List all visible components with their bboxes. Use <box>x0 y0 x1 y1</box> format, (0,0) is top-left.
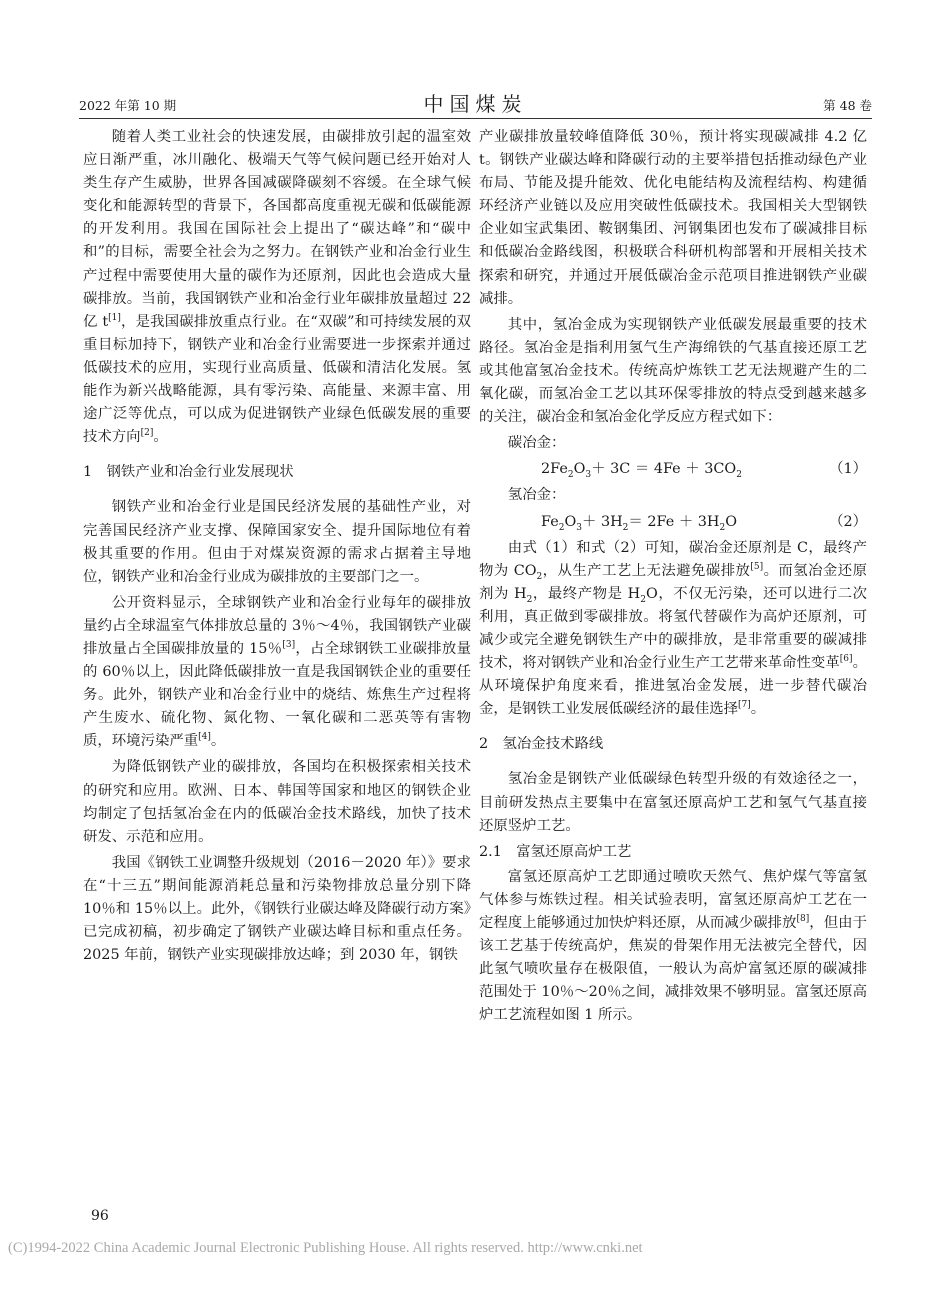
citation[interactable]: [1] <box>108 312 121 323</box>
paragraph: 由式（1）和式（2）可知，碳冶金还原剂是 C，最终产物为 $CO_2$，从生产工艺上无法避免碳排放[5]。而氢冶金还原剂为 $H_2$，最终产物是 $H_2O$，不仅无污染，还可以进行二次利用，真正做到零碳排放。将氢代替碳作为高炉还原剂，可减少或完全避免钢铁生产中的碳排放，是非常重要的碳减排技术，将对钢铁产业和冶金行业生产工艺带来革命性变革[6]。从环境保护角度来看，推进氢冶金发展，进一步替代碳冶金，是钢铁工业发展低碳经济的最佳选择[7]。 <box>479 539 868 718</box>
citation[interactable]: [7] <box>738 700 751 711</box>
paragraph: 产业碳排放量较峰值降低 30％，预计将实现碳减排 4.2 亿 t。钢铁产业碳达峰和降碳行动的主要举措包括推动绿色产业布局、节能及提升能效、优化电能结构及流程结构、构建循环经济产业链以及应用突破性低碳技术。我国相关大型钢铁企业如宝武集团、鞍钢集团、河钢集团也发布了碳减排目标和低碳冶金路线图，积极联合科研机构部署和开展相关技术探索和研究，并通过开展低碳冶金示范项目推进钢铁产业碳减排。 <box>479 129 867 307</box>
section-heading: 1 钢铁产业和冶金行业发展现状 <box>83 464 294 481</box>
subsection-heading: 2.1 富氢还原高炉工艺 <box>479 843 632 860</box>
citation[interactable]: [2] <box>140 428 154 439</box>
equation-number: （2） <box>829 513 867 530</box>
paragraph: 氢冶金是钢铁产业低碳绿色转型升级的有效途径之一，目前研发热点主要集中在富氢还原高炉工艺和氢气气基直接还原竖炉工艺。 <box>479 771 867 834</box>
issue-label: 2022 年第 10 期 <box>79 98 177 113</box>
paragraph: 钢铁产业和冶金行业是国民经济发展的基础性产业，对完善国民经济产业支撑、保障国家安全、提升国际地位有着极其重要的作用。但由于对煤炭资源的需求占据着主导地位，钢铁产业和冶金行业成为碳排放的主要部门之一。 <box>83 499 471 585</box>
journal-title: 中国煤炭 <box>423 92 528 116</box>
equation-2 <box>479 511 867 534</box>
right-column <box>479 126 867 1030</box>
equation-label: 氢冶金： <box>507 487 566 504</box>
equation-body: $Fe_2O_3+ 3H_2= 2Fe + 3H_2O$ <box>541 513 738 533</box>
citation[interactable]: [4] <box>198 732 211 743</box>
citation[interactable]: [3] <box>282 640 296 651</box>
page-number: 96 <box>91 1208 109 1224</box>
running-header <box>79 88 872 119</box>
volume-label: 第 48 卷 <box>823 98 872 113</box>
citation[interactable]: [8] <box>796 914 810 925</box>
copyright-footer: (C)1994-2022 China Academic Journal Electronic Publishing House. All rights reserved. http://www.cnki.net <box>8 1240 643 1256</box>
paragraph: 随着人类工业社会的快速发展，由碳排放引起的温室效应日渐严重，冰川融化、极端天气等气候问题已经开始对人类生存产生威胁，世界各国减碳降碳刻不容缓。在全球气候变化和能源转型的背景下，各国都高度重视无碳和低碳能源的开发利用。我国在国际社会上提出了“碳达峰”和“碳中和”的目标，需要全社会为之努力。在钢铁产业和冶金行业生产过程中需要使用大量的碳作为还原剂，因此也会造成大量碳排放。当前，我国钢铁产业和冶金行业年碳排放量超过 22 亿 t[1]，是我国碳排放重点行业。在“双碳”和可持续发展的双重目标加持下，钢铁产业和冶金行业需要进一步探索并通过低碳技术的应用，实现行业高质量、低碳和清洁化发展。氢能作为新兴战略能源，具有零污染、高能量、来源丰富、用途广泛等优点，可以成为促进钢铁产业绿色低碳发展的重要技术方向[2]。 <box>83 129 472 446</box>
left-column <box>83 126 471 970</box>
paragraph: 其中，氢冶金成为实现钢铁产业低碳发展最重要的技术路径。氢冶金是指利用氢气生产海绵铁的气基直接还原工艺或其他富氢冶金技术。传统高炉炼铁工艺无法规避产生的二氧化碳，而氢冶金工艺以其环保零排放的特点受到越来越多的关注，碳冶金和氢冶金化学反应方程式如下： <box>479 316 867 426</box>
citation[interactable]: [5] <box>750 561 764 572</box>
equation-label: 碳冶金： <box>507 435 566 452</box>
equation-1 <box>479 458 867 481</box>
citation[interactable]: [6] <box>839 654 853 665</box>
section-heading: 2 氢冶金技术路线 <box>479 736 604 753</box>
paragraph: 公开资料显示，全球钢铁产业和冶金行业每年的碳排放量约占全球温室气体排放总量的 3％～4％，我国钢铁产业碳排放量占全国碳排放量的 15％[3]，占全球钢铁工业碳排放量的 60％以上，因此降低碳排放一直是我国钢铁企业的重要任务。此外，钢铁产业和冶金行业中的烧结、炼焦生产过程将产生废水、硫化物、氮化物、一氧化碳和二恶英等有害物质，环境污染严重[4]。 <box>83 594 471 750</box>
equation-number: （1） <box>829 461 867 478</box>
paragraph: 我国《钢铁工业调整升级规划（2016－2020 年）》要求在“十三五”期间能源消耗总量和污染物排放总量分别下降 10％和 15％以上。此外，《钢铁行业碳达峰及降碳行动方案》已完成初稿，初步确定了钢铁产业碳达峰目标和重点任务。2025 年前，钢铁产业实现碳排放达峰；到 2030 年，钢铁 <box>83 854 471 964</box>
paragraph: 富氢还原高炉工艺即通过喷吹天然气、焦炉煤气等富氢气体参与炼铁过程。相关试验表明，富氢还原高炉工艺在一定程度上能够通过加快炉料还原，从而减少碳排放[8]，但由于该工艺基于传统高炉，焦炭的骨架作用无法被完全替代，因此氢气喷吹量存在极限值，一般认为高炉富氢还原的碳减排范围处于 10％～20％之间，减排效果不够明显。富氢还原高炉工艺流程如图 1 所示。 <box>479 868 867 1024</box>
equation-body: $2Fe_2O_3+ 3C = 4Fe + 3CO_2$ <box>541 461 742 481</box>
paragraph: 为降低钢铁产业的碳排放，各国均在积极探索相关技术的研究和应用。欧洲、日本、韩国等国家和地区的钢铁企业均制定了包括氢冶金在内的低碳冶金技术路线，加快了技术研发、示范和应用。 <box>83 759 471 845</box>
